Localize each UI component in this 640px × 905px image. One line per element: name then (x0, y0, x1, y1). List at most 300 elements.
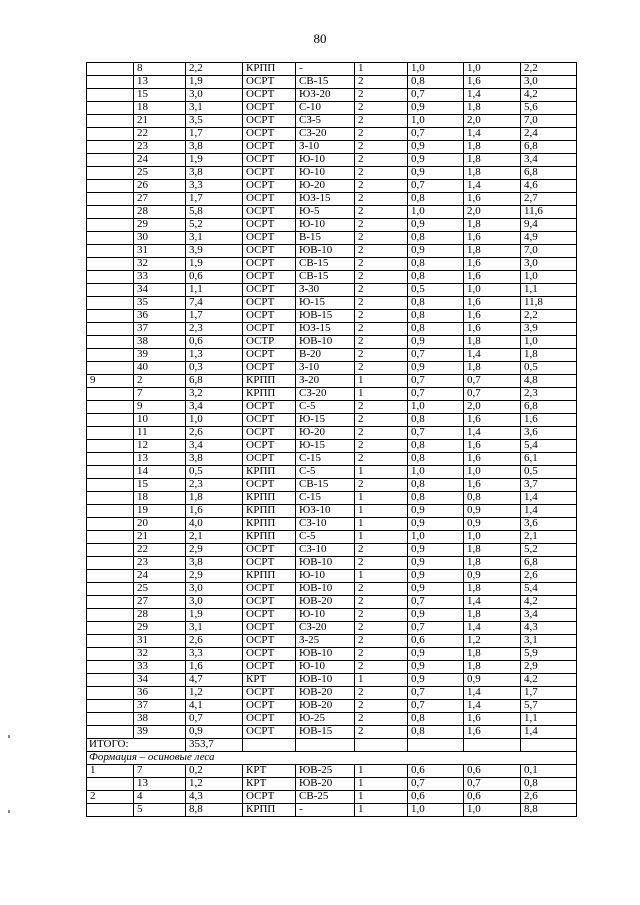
plot-cell: 18 (134, 492, 186, 505)
value-cell: 3,9 (521, 323, 577, 336)
area-cell: 1,6 (186, 661, 243, 674)
category-cell: ОСРТ (243, 479, 296, 492)
plot-cell: 7 (134, 388, 186, 401)
group-cell: 2 (355, 583, 408, 596)
coef-b-cell: 1,4 (464, 687, 521, 700)
value-cell: 2,2 (521, 310, 577, 323)
plot-cell: 10 (134, 414, 186, 427)
slope-cell: СЗ-20 (296, 622, 355, 635)
group-cell: 2 (355, 726, 408, 739)
coef-a-cell: 0,7 (408, 427, 464, 440)
area-cell: 2,3 (186, 323, 243, 336)
area-cell: 4,3 (186, 791, 243, 804)
coef-a-cell: 0,9 (408, 648, 464, 661)
quarter-cell (87, 154, 134, 167)
plot-cell: 5 (134, 804, 186, 817)
quarter-cell (87, 804, 134, 817)
plot-cell: 11 (134, 427, 186, 440)
category-cell: КРПП (243, 492, 296, 505)
table-row (87, 102, 577, 115)
group-cell: 2 (355, 141, 408, 154)
quarter-cell (87, 245, 134, 258)
group-cell: 2 (355, 427, 408, 440)
area-cell: 1,8 (186, 492, 243, 505)
coef-b-cell: 2,0 (464, 115, 521, 128)
quarter-cell (87, 63, 134, 76)
table-row (87, 154, 577, 167)
area-cell: 3,8 (186, 141, 243, 154)
group-cell: 2 (355, 115, 408, 128)
table-row (87, 518, 577, 531)
value-cell: 1,1 (521, 284, 577, 297)
group-cell: 1 (355, 570, 408, 583)
category-cell: ОСРТ (243, 713, 296, 726)
area-cell: 5,2 (186, 219, 243, 232)
table-row (87, 63, 577, 76)
plot-cell: 21 (134, 531, 186, 544)
plot-cell: 4 (134, 791, 186, 804)
plot-cell: 24 (134, 154, 186, 167)
category-cell: ОСРТ (243, 440, 296, 453)
coef-b-cell: 1,8 (464, 661, 521, 674)
plot-cell: 25 (134, 583, 186, 596)
quarter-cell (87, 102, 134, 115)
area-cell: 3,3 (186, 648, 243, 661)
coef-a-cell: 1,0 (408, 401, 464, 414)
plot-cell: 33 (134, 661, 186, 674)
coef-a-cell: 0,8 (408, 232, 464, 245)
coef-a-cell: 0,6 (408, 765, 464, 778)
table-row (87, 271, 577, 284)
slope-cell: СВ-15 (296, 258, 355, 271)
quarter-cell (87, 570, 134, 583)
category-cell: ОСРТ (243, 687, 296, 700)
coef-b-cell: 1,0 (464, 531, 521, 544)
category-cell: ОСРТ (243, 310, 296, 323)
group-cell: 2 (355, 206, 408, 219)
value-cell: 4,8 (521, 375, 577, 388)
slope-cell: Ю-10 (296, 154, 355, 167)
area-cell: 1,0 (186, 414, 243, 427)
category-cell: КРПП (243, 518, 296, 531)
coef-b-cell: 1,8 (464, 245, 521, 258)
coef-b-cell: 1,6 (464, 297, 521, 310)
plot-cell: 29 (134, 219, 186, 232)
table-row (87, 232, 577, 245)
value-cell: 3,1 (521, 635, 577, 648)
group-cell: 2 (355, 479, 408, 492)
value-cell: 1,0 (521, 271, 577, 284)
group-cell: 2 (355, 219, 408, 232)
category-cell: ОСРТ (243, 89, 296, 102)
table-row (87, 89, 577, 102)
value-cell: 4,9 (521, 232, 577, 245)
value-cell: 6,8 (521, 557, 577, 570)
group-cell: 1 (355, 375, 408, 388)
table-row (87, 141, 577, 154)
group-cell: 1 (355, 518, 408, 531)
plot-cell: 23 (134, 557, 186, 570)
quarter-cell (87, 544, 134, 557)
area-cell: 3,4 (186, 401, 243, 414)
quarter-cell (87, 193, 134, 206)
table-row (87, 297, 577, 310)
slope-cell: Ю-20 (296, 427, 355, 440)
quarter-cell (87, 284, 134, 297)
coef-a-cell: 0,9 (408, 518, 464, 531)
table-row (87, 323, 577, 336)
area-cell: 3,3 (186, 180, 243, 193)
category-cell: ОСРТ (243, 453, 296, 466)
quarter-cell (87, 687, 134, 700)
group-cell: 2 (355, 687, 408, 700)
table-row (87, 193, 577, 206)
quarter-cell (87, 674, 134, 687)
group-cell: 2 (355, 713, 408, 726)
category-cell: ОСТР (243, 336, 296, 349)
category-cell: КРПП (243, 804, 296, 817)
value-cell: 4,2 (521, 596, 577, 609)
category-cell: КРТ (243, 778, 296, 791)
plot-cell: 38 (134, 336, 186, 349)
slope-cell: СВ-15 (296, 271, 355, 284)
slope-cell: - (296, 804, 355, 817)
coef-b-cell: 0,7 (464, 778, 521, 791)
coef-b-cell: 0,7 (464, 388, 521, 401)
coef-a-cell: 0,7 (408, 700, 464, 713)
area-cell: 2,6 (186, 635, 243, 648)
category-cell: ОСРТ (243, 219, 296, 232)
plot-cell: 19 (134, 505, 186, 518)
coef-b-cell: 1,6 (464, 479, 521, 492)
value-cell: 5,2 (521, 544, 577, 557)
value-cell: 1,0 (521, 336, 577, 349)
slope-cell: Ю-10 (296, 570, 355, 583)
coef-b-cell: 1,8 (464, 648, 521, 661)
coef-a-cell: 0,8 (408, 193, 464, 206)
value-cell: 9,4 (521, 219, 577, 232)
table-row (87, 258, 577, 271)
table-row (87, 531, 577, 544)
section-heading: Формация – осиновые леса (87, 752, 577, 765)
plot-cell: 27 (134, 596, 186, 609)
forest-inventory-table (86, 62, 577, 817)
empty-cell (355, 739, 408, 752)
slope-cell: ЮВ-25 (296, 765, 355, 778)
coef-a-cell: 0,8 (408, 76, 464, 89)
coef-b-cell: 1,8 (464, 544, 521, 557)
category-cell: ОСРТ (243, 102, 296, 115)
group-cell: 2 (355, 661, 408, 674)
plot-cell: 32 (134, 258, 186, 271)
coef-b-cell: 1,6 (464, 193, 521, 206)
slope-cell: В-20 (296, 349, 355, 362)
coef-a-cell: 0,8 (408, 271, 464, 284)
area-cell: 3,1 (186, 102, 243, 115)
value-cell: 3,6 (521, 518, 577, 531)
quarter-cell (87, 635, 134, 648)
coef-b-cell: 1,8 (464, 219, 521, 232)
category-cell: ОСРТ (243, 284, 296, 297)
group-cell: 2 (355, 193, 408, 206)
category-cell: КРПП (243, 466, 296, 479)
group-cell: 2 (355, 401, 408, 414)
value-cell: 2,6 (521, 570, 577, 583)
area-cell: 1,2 (186, 687, 243, 700)
slope-cell: ЮВ-20 (296, 778, 355, 791)
slope-cell: С-15 (296, 453, 355, 466)
coef-b-cell: 1,0 (464, 63, 521, 76)
category-cell: ОСРТ (243, 271, 296, 284)
group-cell: 1 (355, 492, 408, 505)
coef-a-cell: 1,0 (408, 63, 464, 76)
area-cell: 3,0 (186, 583, 243, 596)
slope-cell: СЗ-5 (296, 115, 355, 128)
coef-a-cell: 0,8 (408, 258, 464, 271)
coef-b-cell: 2,0 (464, 206, 521, 219)
quarter-cell (87, 648, 134, 661)
section-heading-row (87, 752, 577, 765)
empty-cell (464, 739, 521, 752)
category-cell: ОСРТ (243, 622, 296, 635)
plot-cell: 32 (134, 648, 186, 661)
area-cell: 3,1 (186, 232, 243, 245)
category-cell: ОСРТ (243, 661, 296, 674)
area-cell: 4,0 (186, 518, 243, 531)
category-cell: КРПП (243, 505, 296, 518)
value-cell: 2,6 (521, 791, 577, 804)
quarter-cell (87, 89, 134, 102)
category-cell: ОСРТ (243, 76, 296, 89)
value-cell: 1,1 (521, 713, 577, 726)
value-cell: 0,1 (521, 765, 577, 778)
area-cell: 4,7 (186, 674, 243, 687)
category-cell: ОСРТ (243, 180, 296, 193)
area-cell: 3,0 (186, 596, 243, 609)
coef-a-cell: 0,9 (408, 154, 464, 167)
plot-cell: 7 (134, 765, 186, 778)
plot-cell: 28 (134, 206, 186, 219)
table-row (87, 765, 577, 778)
table-row (87, 180, 577, 193)
group-cell: 2 (355, 596, 408, 609)
category-cell: ОСРТ (243, 726, 296, 739)
coef-b-cell: 0,9 (464, 505, 521, 518)
plot-cell: 24 (134, 570, 186, 583)
area-cell: 2,9 (186, 570, 243, 583)
area-cell: 1,2 (186, 778, 243, 791)
value-cell: 4,3 (521, 622, 577, 635)
group-cell: 2 (355, 609, 408, 622)
table-row (87, 219, 577, 232)
total-row (87, 739, 577, 752)
area-cell: 0,6 (186, 271, 243, 284)
area-cell: 2,3 (186, 479, 243, 492)
category-cell: КРПП (243, 388, 296, 401)
table-row (87, 440, 577, 453)
coef-b-cell: 1,6 (464, 258, 521, 271)
group-cell: 2 (355, 128, 408, 141)
slope-cell: СВ-25 (296, 791, 355, 804)
quarter-cell (87, 427, 134, 440)
table-row (87, 453, 577, 466)
coef-b-cell: 1,8 (464, 102, 521, 115)
coef-b-cell: 1,4 (464, 596, 521, 609)
coef-a-cell: 0,8 (408, 414, 464, 427)
quarter-cell: 2 (87, 791, 134, 804)
group-cell: 1 (355, 388, 408, 401)
area-cell: 4,1 (186, 700, 243, 713)
coef-b-cell: 1,0 (464, 466, 521, 479)
slope-cell: ЮВ-20 (296, 596, 355, 609)
group-cell: 2 (355, 648, 408, 661)
quarter-cell (87, 440, 134, 453)
coef-b-cell: 0,6 (464, 791, 521, 804)
plot-cell: 29 (134, 622, 186, 635)
coef-b-cell: 0,7 (464, 375, 521, 388)
table-row (87, 505, 577, 518)
coef-b-cell: 1,6 (464, 310, 521, 323)
value-cell: 1,6 (521, 414, 577, 427)
category-cell: ОСРТ (243, 414, 296, 427)
coef-a-cell: 0,9 (408, 219, 464, 232)
table-row (87, 479, 577, 492)
slope-cell: Ю-10 (296, 661, 355, 674)
group-cell: 2 (355, 414, 408, 427)
quarter-cell (87, 258, 134, 271)
plot-cell: 35 (134, 297, 186, 310)
slope-cell: ЮЗ-15 (296, 193, 355, 206)
value-cell: 2,1 (521, 531, 577, 544)
empty-cell (296, 739, 355, 752)
area-cell: 1,1 (186, 284, 243, 297)
plot-cell: 36 (134, 687, 186, 700)
plot-cell: 15 (134, 89, 186, 102)
group-cell: 1 (355, 765, 408, 778)
group-cell: 2 (355, 362, 408, 375)
coef-a-cell: 0,9 (408, 141, 464, 154)
plot-cell: 39 (134, 349, 186, 362)
group-cell: 2 (355, 635, 408, 648)
area-cell: 1,3 (186, 349, 243, 362)
plot-cell: 25 (134, 167, 186, 180)
coef-b-cell: 1,4 (464, 700, 521, 713)
category-cell: ОСРТ (243, 609, 296, 622)
table-row (87, 622, 577, 635)
table-row (87, 115, 577, 128)
category-cell: ОСРТ (243, 167, 296, 180)
slope-cell: ЮЗ-15 (296, 323, 355, 336)
slope-cell: СЗ-20 (296, 128, 355, 141)
coef-b-cell: 1,4 (464, 89, 521, 102)
coef-a-cell: 1,0 (408, 804, 464, 817)
table-row (87, 544, 577, 557)
slope-cell: С-10 (296, 102, 355, 115)
slope-cell: З-10 (296, 141, 355, 154)
quarter-cell (87, 531, 134, 544)
coef-b-cell: 1,4 (464, 128, 521, 141)
table-row (87, 206, 577, 219)
table-row (87, 700, 577, 713)
coef-a-cell: 0,9 (408, 583, 464, 596)
quarter-cell (87, 557, 134, 570)
group-cell: 2 (355, 453, 408, 466)
table-row (87, 804, 577, 817)
value-cell: 5,6 (521, 102, 577, 115)
area-cell: 3,5 (186, 115, 243, 128)
quarter-cell (87, 414, 134, 427)
table-row (87, 674, 577, 687)
slope-cell: В-15 (296, 232, 355, 245)
coef-a-cell: 0,9 (408, 557, 464, 570)
group-cell: 2 (355, 297, 408, 310)
category-cell: ОСРТ (243, 115, 296, 128)
group-cell: 2 (355, 544, 408, 557)
quarter-cell (87, 167, 134, 180)
plot-cell: 34 (134, 284, 186, 297)
group-cell: 1 (355, 466, 408, 479)
category-cell: ОСРТ (243, 401, 296, 414)
value-cell: 7,0 (521, 115, 577, 128)
quarter-cell (87, 180, 134, 193)
value-cell: 3,6 (521, 427, 577, 440)
value-cell: 4,2 (521, 674, 577, 687)
category-cell: ОСРТ (243, 427, 296, 440)
margin-mark (8, 810, 10, 813)
area-cell: 3,8 (186, 453, 243, 466)
category-cell: ОСРТ (243, 206, 296, 219)
quarter-cell (87, 518, 134, 531)
coef-a-cell: 0,8 (408, 297, 464, 310)
category-cell: ОСРТ (243, 700, 296, 713)
category-cell: КРТ (243, 674, 296, 687)
coef-a-cell: 0,7 (408, 128, 464, 141)
plot-cell: 15 (134, 479, 186, 492)
area-cell: 1,7 (186, 193, 243, 206)
quarter-cell (87, 297, 134, 310)
coef-a-cell: 0,7 (408, 375, 464, 388)
value-cell: 3,4 (521, 154, 577, 167)
plot-cell: 22 (134, 544, 186, 557)
category-cell: ОСРТ (243, 323, 296, 336)
area-cell: 0,5 (186, 466, 243, 479)
area-cell: 3,1 (186, 622, 243, 635)
table-row (87, 609, 577, 622)
table-row (87, 310, 577, 323)
coef-a-cell: 1,0 (408, 466, 464, 479)
category-cell: КРПП (243, 570, 296, 583)
value-cell: 5,4 (521, 440, 577, 453)
quarter-cell (87, 583, 134, 596)
plot-cell: 13 (134, 778, 186, 791)
group-cell: 2 (355, 89, 408, 102)
plot-cell: 26 (134, 180, 186, 193)
value-cell: 4,6 (521, 180, 577, 193)
coef-a-cell: 0,7 (408, 180, 464, 193)
plot-cell: 40 (134, 362, 186, 375)
table-row (87, 362, 577, 375)
plot-cell: 37 (134, 700, 186, 713)
area-cell: 0,6 (186, 336, 243, 349)
group-cell: 2 (355, 336, 408, 349)
area-cell: 2,2 (186, 63, 243, 76)
coef-a-cell: 0,8 (408, 726, 464, 739)
coef-a-cell: 1,0 (408, 115, 464, 128)
slope-cell: С-5 (296, 401, 355, 414)
area-cell: 1,6 (186, 505, 243, 518)
coef-b-cell: 1,8 (464, 141, 521, 154)
group-cell: 2 (355, 245, 408, 258)
